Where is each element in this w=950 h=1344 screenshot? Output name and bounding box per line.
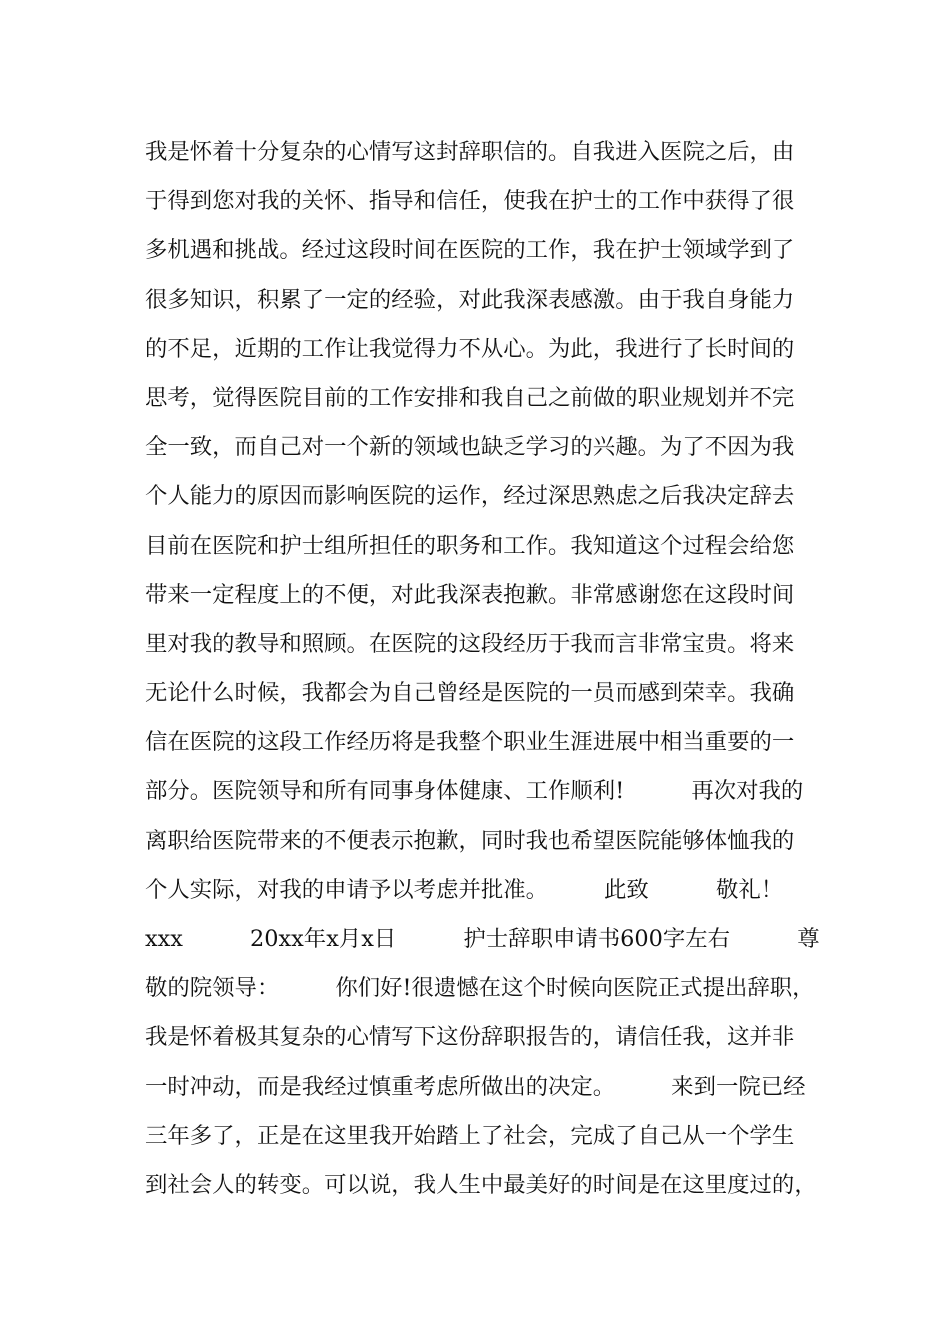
text-line: 里对我的教导和照顾。在医院的这段经历于我而言非常宝贵。将来: [145, 630, 795, 657]
text-line: 一时冲动，而是我经过慎重考虑所做出的决定。 来到一院已经: [145, 1073, 806, 1100]
text-line: 全一致，而自己对一个新的领域也缺乏学习的兴趣。为了不因为我: [145, 434, 795, 461]
text-line: 于得到您对我的关怀、指导和信任，使我在护士的工作中获得了很: [145, 188, 795, 215]
text-line: 三年多了，正是在这里我开始踏上了社会，完成了自己从一个学生: [145, 1122, 795, 1149]
text-line: 个人实际，对我的申请予以考虑并批准。 此致 敬礼！: [145, 876, 784, 903]
text-line: 个人能力的原因而影响医院的运作，经过深思熟虑之后我决定辞去: [145, 483, 795, 510]
text-line: 很多知识，积累了一定的经验，对此我深表感激。由于我自身能力: [145, 286, 795, 313]
text-line: 的不足，近期的工作让我觉得力不从心。为此，我进行了长时间的: [145, 335, 795, 362]
letter-body: [145, 128, 820, 1210]
text-line: 离职给医院带来的不便表示抱歉，同时我也希望医院能够体恤我的: [145, 827, 795, 854]
text-line: 多机遇和挑战。经过这段时间在医院的工作，我在护士领域学到了: [145, 237, 795, 264]
text-line: 思考，觉得医院目前的工作安排和我自己之前做的职业规划并不完: [145, 384, 795, 411]
text-line: 目前在医院和护士组所担任的职务和工作。我知道这个过程会给您: [145, 532, 795, 559]
text-line: 无论什么时候，我都会为自己曾经是医院的一员而感到荣幸。我确: [145, 680, 795, 707]
text-line: 我是怀着十分复杂的心情写这封辞职信的。自我进入医院之后，由: [145, 139, 795, 165]
text-line: 部分。医院领导和所有同事身体健康、工作顺利! 再次对我的: [145, 778, 804, 805]
text-line: 信在医院的这段工作经历将是我整个职业生涯进展中相当重要的一: [145, 729, 795, 756]
text-line: 带来一定程度上的不便，对此我深表抱歉。非常感谢您在这段时间: [145, 581, 795, 608]
text-line: 到社会人的转变。可以说，我人生中最美好的时间是在这里度过的，: [145, 1171, 817, 1198]
text-line: 我是怀着极其复杂的心情写下这份辞职报告的，请信任我，这并非: [145, 1024, 795, 1051]
text-line: 敬的院领导： 你们好!很遗憾在这个时候向医院正式提出辞职，: [145, 975, 815, 1002]
text-line: xxx 20xx年x月x日 护士辞职申请书600字左右 尊: [145, 926, 820, 952]
